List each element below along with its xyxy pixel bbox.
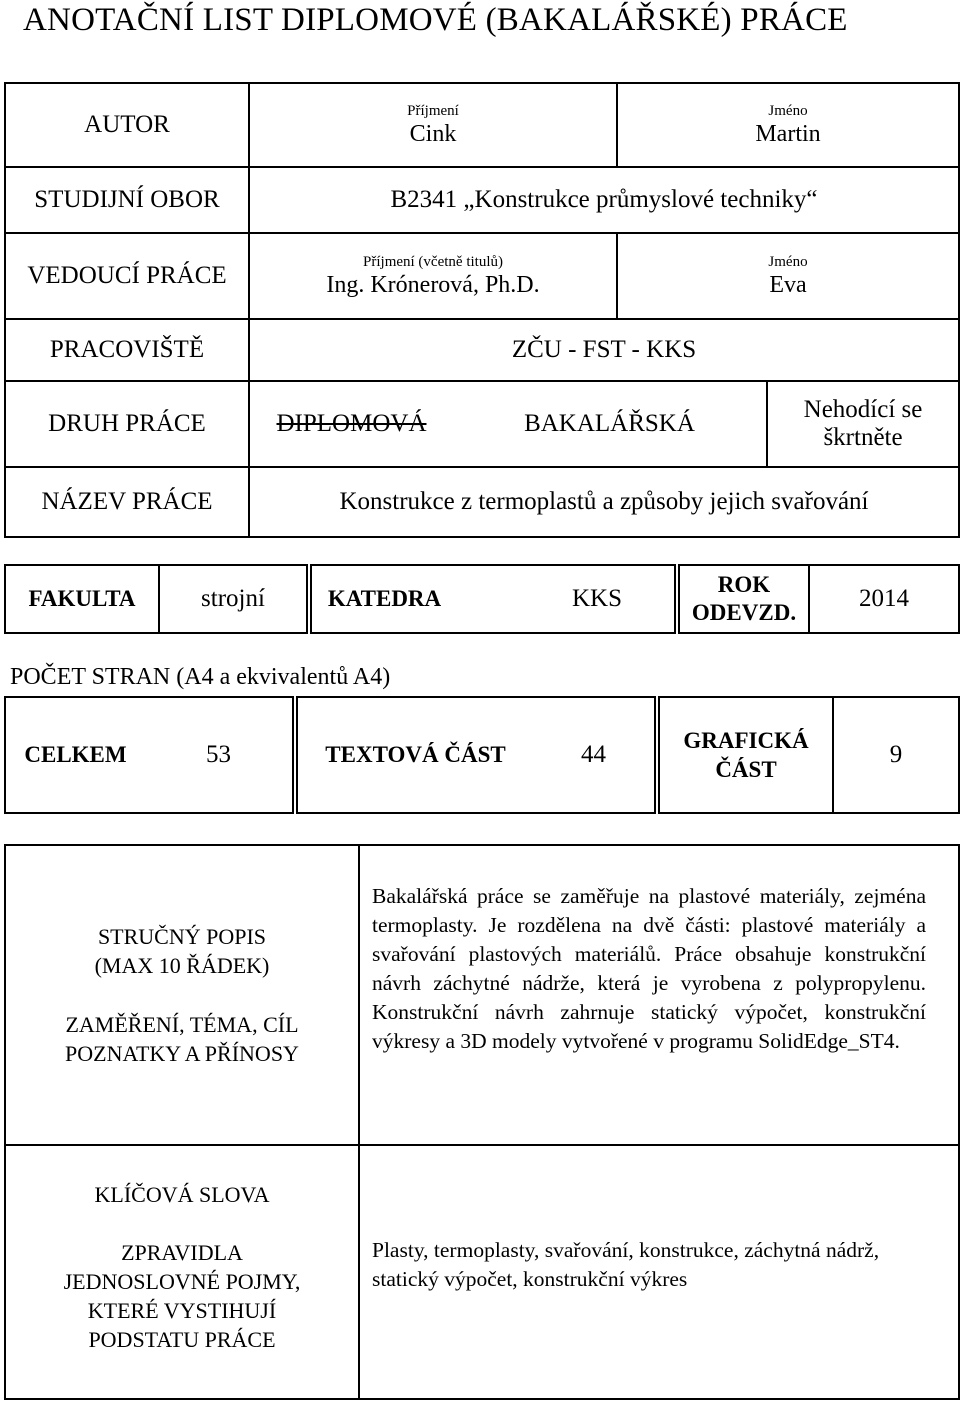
department-label: KATEDRA	[309, 565, 457, 633]
summary-label-line4: POZNATKY A PŘÍNOSY	[65, 1041, 299, 1066]
keywords-label-cell	[5, 1145, 359, 1399]
keywords-label-line2: ZPRAVIDLA	[121, 1240, 243, 1265]
year-value: 2014	[809, 565, 959, 633]
keywords-label-line3: JEDNOSLOVNÉ POJMY,	[63, 1269, 301, 1294]
thesis-name-value: Konstrukce z termoplastů a způsoby jejich svařování	[249, 467, 959, 537]
pages-text-value: 44	[533, 697, 657, 813]
page-title: ANOTAČNÍ LIST DIPLOMOVÉ (BAKALÁŘSKÉ) PRÁCE	[23, 2, 848, 38]
author-name: Martin	[755, 120, 821, 147]
info-table	[4, 82, 960, 538]
supervisor-name-cell	[617, 233, 959, 319]
supervisor-name-caption: Jméno	[768, 253, 808, 270]
field-value: B2341 „Konstrukce průmyslové techniky“	[249, 167, 959, 233]
field-label: STUDIJNÍ OBOR	[5, 167, 249, 233]
pages-table	[4, 696, 960, 814]
keywords-text: Plasty, termoplasty, svařování, konstrukce, záchytná nádrž, statický výpočet, konstrukční výkres	[359, 1145, 959, 1399]
type-option-bachelor: BAKALÁŘSKÁ	[453, 381, 767, 467]
pages-text-label: TEXTOVÁ ČÁST	[295, 697, 533, 813]
author-name-cell	[617, 83, 959, 167]
keywords-label-line4: KTERÉ VYSTIHUJÍ	[87, 1298, 277, 1323]
thesis-name-label: NÁZEV PRÁCE	[5, 467, 249, 537]
department-value: KKS	[457, 565, 677, 633]
pages-total-label: CELKEM	[5, 697, 145, 813]
supervisor-surname-cell	[249, 233, 617, 319]
author-surname-caption: Příjmení	[407, 102, 459, 119]
supervisor-surname-caption: Příjmení (včetně titulů)	[363, 253, 503, 270]
supervisor-surname: Ing. Krónerová, Ph.D.	[326, 271, 540, 298]
keywords-label-line5: PODSTATU PRÁCE	[88, 1327, 276, 1352]
supervisor-label: VEDOUCÍ PRÁCE	[5, 233, 249, 319]
faculty-label: FAKULTA	[5, 565, 159, 633]
summary-label-cell	[5, 845, 359, 1145]
summary-label-line1: STRUČNÝ POPIS	[97, 924, 267, 949]
workplace-label: PRACOVIŠTĚ	[5, 319, 249, 381]
summary-label-line3: ZAMĚŘENÍ, TÉMA, CÍL	[65, 1012, 299, 1037]
author-label: AUTOR	[5, 83, 249, 167]
author-surname-cell	[249, 83, 617, 167]
supervisor-name: Eva	[769, 271, 807, 298]
summary-table	[4, 844, 960, 1400]
type-label: DRUH PRÁCE	[5, 381, 249, 467]
author-name-caption: Jméno	[768, 102, 808, 119]
keywords-label-line1: KLÍČOVÁ SLOVA	[94, 1182, 270, 1207]
pages-total-value: 53	[145, 697, 295, 813]
year-label: ROK ODEVZD.	[677, 565, 809, 633]
pages-graphic-value: 9	[833, 697, 959, 813]
summary-text: Bakalářská práce se zaměřuje na plastové materiály, zejména termoplasty. Je rozdělena na dvě části: plastové materiály a svařování plastových materiálů. Práce obsahuje konstrukční návrh záchytné nádrže, která je vyrobena z polypropylenu. Konstrukční návrh zahrnuje statický výpočet, konstrukční výkresy a 3D modely vytvořené v programu SolidEdge_ST4.	[359, 845, 959, 1145]
summary-label-line2: (MAX 10 ŘÁDEK)	[94, 953, 270, 978]
pages-graphic-label: GRAFICKÁ ČÁST	[657, 697, 833, 813]
faculty-value: strojní	[159, 565, 309, 633]
pages-heading: POČET STRAN (A4 a ekvivalentů A4)	[10, 664, 391, 690]
type-option-diploma: DIPLOMOVÁ	[249, 381, 453, 467]
faculty-table	[4, 564, 960, 634]
type-note: Nehodící se škrtněte	[767, 381, 959, 467]
workplace-value: ZČU - FST - KKS	[249, 319, 959, 381]
author-surname: Cink	[409, 120, 457, 147]
